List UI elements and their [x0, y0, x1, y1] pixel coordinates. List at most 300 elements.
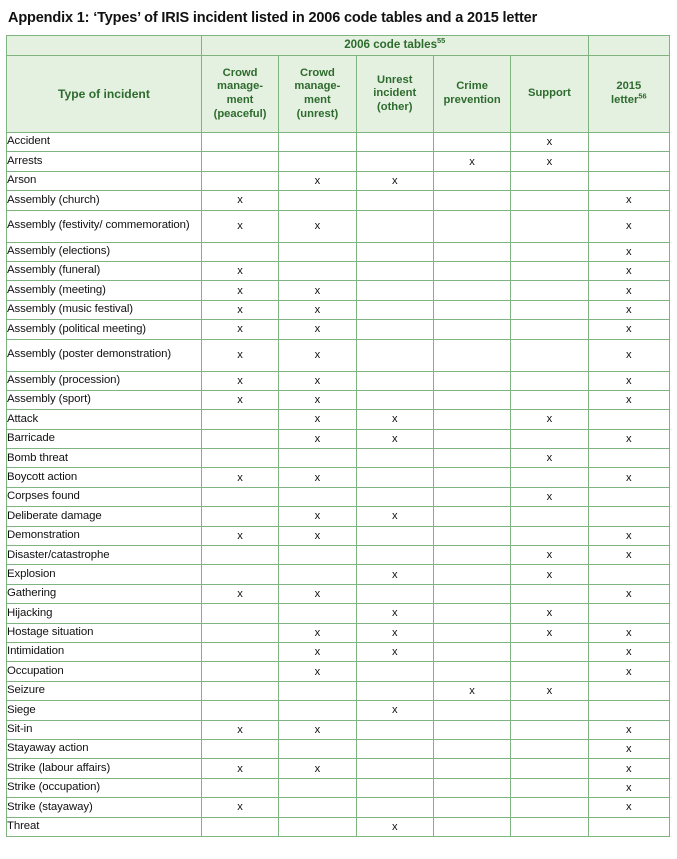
table-cell: [433, 642, 510, 661]
table-cell: x: [279, 320, 356, 339]
table-cell: [433, 449, 510, 468]
col-line-2: letter: [611, 94, 639, 106]
column-header-support: [511, 56, 588, 133]
table-cell: [511, 526, 588, 545]
table-cell: [356, 371, 433, 390]
row-label: Assembly (elections): [7, 242, 202, 261]
row-label: Strike (labour affairs): [7, 759, 202, 778]
table-cell: [356, 739, 433, 758]
table-cell: [588, 565, 669, 584]
table-cell: [433, 507, 510, 526]
table-cell: [433, 390, 510, 409]
table-cell: x: [279, 468, 356, 487]
table-row: [7, 565, 670, 584]
table-cell: [588, 449, 669, 468]
table-cell: [511, 817, 588, 836]
table-cell: [279, 681, 356, 700]
table-cell: x: [279, 720, 356, 739]
table-row: [7, 371, 670, 390]
table-cell: x: [356, 565, 433, 584]
table-cell: [588, 487, 669, 506]
row-label: Strike (occupation): [7, 778, 202, 797]
table-cell: x: [356, 410, 433, 429]
table-cell: x: [588, 798, 669, 817]
table-row: [7, 410, 670, 429]
table-cell: [433, 778, 510, 797]
column-header-2015-letter: [588, 56, 669, 133]
table-row: [7, 546, 670, 565]
col-line-1: Crime: [456, 80, 488, 93]
table-cell: [433, 546, 510, 565]
table-cell: [588, 604, 669, 623]
table-cell: x: [356, 507, 433, 526]
row-label: Assembly (music festival): [7, 300, 202, 319]
table-row: [7, 152, 670, 171]
table-cell: [279, 546, 356, 565]
table-cell: x: [201, 720, 278, 739]
row-label: Assembly (church): [7, 191, 202, 210]
group-header-footnote: 55: [437, 36, 446, 46]
table-cell: [201, 739, 278, 758]
table-cell: x: [356, 171, 433, 190]
table-cell: x: [511, 623, 588, 642]
table-cell: [201, 133, 278, 152]
table-cell: [279, 798, 356, 817]
table-cell: x: [279, 429, 356, 448]
table-cell: x: [356, 642, 433, 661]
row-label: Arrests: [7, 152, 202, 171]
table-cell: x: [201, 300, 278, 319]
table-cell: [511, 759, 588, 778]
table-cell: x: [588, 300, 669, 319]
row-label: Hostage situation: [7, 623, 202, 642]
table-cell: [511, 739, 588, 758]
table-cell: [356, 487, 433, 506]
col-header-footnote: 56: [638, 91, 647, 101]
table-cell: x: [588, 429, 669, 448]
table-cell: [588, 133, 669, 152]
table-cell: [356, 261, 433, 280]
table-cell: [433, 410, 510, 429]
table-cell: [279, 242, 356, 261]
table-cell: x: [588, 642, 669, 661]
table-cell: [356, 546, 433, 565]
table-cell: x: [588, 320, 669, 339]
table-cell: [433, 701, 510, 720]
table-cell: [511, 320, 588, 339]
table-cell: [433, 584, 510, 603]
table-cell: [201, 429, 278, 448]
table-row: [7, 191, 670, 210]
row-label: Assembly (procession): [7, 371, 202, 390]
row-label: Assembly (festivity/ commemoration): [7, 210, 202, 242]
row-label: Boycott action: [7, 468, 202, 487]
table-cell: [279, 191, 356, 210]
table-cell: [201, 152, 278, 171]
table-cell: [201, 623, 278, 642]
table-cell: [433, 261, 510, 280]
table-cell: [201, 681, 278, 700]
table-cell: x: [201, 281, 278, 300]
column-header-crowd-management-peaceful: [201, 56, 278, 133]
row-label: Accident: [7, 133, 202, 152]
table-cell: x: [201, 320, 278, 339]
table-row: [7, 739, 670, 758]
table-cell: [279, 817, 356, 836]
table-cell: [433, 487, 510, 506]
table-cell: x: [588, 339, 669, 371]
table-row: [7, 759, 670, 778]
row-label: Barricade: [7, 429, 202, 448]
table-cell: x: [511, 449, 588, 468]
row-label: Intimidation: [7, 642, 202, 661]
table-cell: [279, 739, 356, 758]
table-row: [7, 320, 670, 339]
table-cell: [588, 507, 669, 526]
row-label: Disaster/catastrophe: [7, 546, 202, 565]
table-cell: [433, 242, 510, 261]
table-row: [7, 642, 670, 661]
table-cell: [201, 487, 278, 506]
table-cell: [433, 623, 510, 642]
table-cell: x: [201, 468, 278, 487]
table-cell: [588, 171, 669, 190]
row-label: Strike (stayaway): [7, 798, 202, 817]
table-row: [7, 171, 670, 190]
table-header: [7, 36, 670, 133]
table-row: [7, 623, 670, 642]
table-cell: [511, 468, 588, 487]
table-row: [7, 133, 670, 152]
table-cell: [433, 281, 510, 300]
row-label: Demonstration: [7, 526, 202, 545]
table-cell: [356, 133, 433, 152]
row-label: Deliberate damage: [7, 507, 202, 526]
table-cell: [511, 261, 588, 280]
row-label: Gathering: [7, 584, 202, 603]
table-cell: x: [588, 390, 669, 409]
table-cell: x: [588, 281, 669, 300]
table-cell: [201, 449, 278, 468]
table-cell: x: [588, 739, 669, 758]
table-cell: x: [511, 681, 588, 700]
table-cell: x: [356, 701, 433, 720]
row-label: Hijacking: [7, 604, 202, 623]
table-cell: [201, 642, 278, 661]
table-cell: [356, 662, 433, 681]
table-cell: [433, 526, 510, 545]
table-cell: x: [279, 300, 356, 319]
table-cell: [511, 371, 588, 390]
table-row: [7, 242, 670, 261]
table-cell: [511, 300, 588, 319]
table-cell: [201, 817, 278, 836]
table-cell: [433, 339, 510, 371]
table-cell: [279, 565, 356, 584]
table-cell: x: [588, 759, 669, 778]
table-cell: [433, 133, 510, 152]
table-cell: x: [588, 261, 669, 280]
table-row: [7, 817, 670, 836]
table-cell: [201, 701, 278, 720]
table-cell: [356, 242, 433, 261]
table-body: [7, 133, 670, 837]
table-cell: x: [588, 662, 669, 681]
row-label: Assembly (sport): [7, 390, 202, 409]
row-label: Sit-in: [7, 720, 202, 739]
table-cell: x: [201, 339, 278, 371]
table-cell: [356, 778, 433, 797]
column-header-type-of-incident: Type of incident: [7, 56, 202, 133]
table-cell: [356, 210, 433, 242]
col-line-2: prevention: [443, 94, 501, 106]
table-cell: x: [511, 152, 588, 171]
table-cell: x: [588, 371, 669, 390]
table-cell: [433, 210, 510, 242]
table-cell: x: [588, 546, 669, 565]
table-cell: [433, 798, 510, 817]
header-row-columns: [7, 56, 670, 133]
table-cell: [356, 191, 433, 210]
table-cell: [511, 281, 588, 300]
table-row: [7, 798, 670, 817]
table-cell: x: [201, 584, 278, 603]
table-cell: x: [279, 410, 356, 429]
row-label: Threat: [7, 817, 202, 836]
table-cell: [588, 410, 669, 429]
table-cell: [356, 281, 433, 300]
table-row: [7, 526, 670, 545]
table-cell: x: [511, 604, 588, 623]
table-cell: x: [433, 681, 510, 700]
table-cell: x: [511, 487, 588, 506]
table-cell: x: [201, 798, 278, 817]
table-cell: [356, 320, 433, 339]
table-cell: [511, 339, 588, 371]
table-cell: [433, 604, 510, 623]
table-cell: x: [201, 526, 278, 545]
table-cell: [511, 429, 588, 448]
table-cell: [433, 171, 510, 190]
table-cell: [356, 390, 433, 409]
row-label: Assembly (political meeting): [7, 320, 202, 339]
table-cell: x: [588, 623, 669, 642]
row-label: Seizure: [7, 681, 202, 700]
table-cell: x: [588, 210, 669, 242]
table-cell: [511, 191, 588, 210]
table-cell: x: [201, 210, 278, 242]
table-cell: [588, 701, 669, 720]
column-header-crime-prevention: [433, 56, 510, 133]
table-cell: x: [279, 759, 356, 778]
row-label: Arson: [7, 171, 202, 190]
table-row: [7, 429, 670, 448]
header-corner-blank-right: [588, 36, 669, 56]
table-cell: x: [201, 759, 278, 778]
table-cell: [201, 242, 278, 261]
table-cell: [356, 759, 433, 778]
table-cell: [279, 487, 356, 506]
table-cell: x: [279, 339, 356, 371]
page-title: Appendix 1: ‘Types’ of IRIS incident listed in 2006 code tables and a 2015 letter: [8, 10, 538, 26]
col-line-2: manage-: [217, 80, 264, 93]
table-cell: [356, 300, 433, 319]
table-cell: x: [279, 371, 356, 390]
table-cell: [511, 662, 588, 681]
table-cell: x: [433, 152, 510, 171]
table-cell: [511, 584, 588, 603]
table-cell: [279, 133, 356, 152]
table-cell: x: [588, 191, 669, 210]
column-header-unrest-incident-other: [356, 56, 433, 133]
table-cell: [433, 468, 510, 487]
table-cell: x: [279, 526, 356, 545]
table-cell: [356, 584, 433, 603]
table-cell: [511, 778, 588, 797]
table-cell: [433, 817, 510, 836]
table-row: [7, 487, 670, 506]
table-cell: [201, 662, 278, 681]
row-label: Stayaway action: [7, 739, 202, 758]
table-cell: x: [279, 662, 356, 681]
table-cell: [433, 371, 510, 390]
table-cell: [356, 681, 433, 700]
table-cell: [433, 300, 510, 319]
table-cell: x: [279, 390, 356, 409]
table-cell: x: [201, 191, 278, 210]
col-line-1: Unrest: [377, 73, 413, 86]
table-row: [7, 507, 670, 526]
table-cell: x: [279, 507, 356, 526]
row-label: Occupation: [7, 662, 202, 681]
table-row: [7, 210, 670, 242]
table-cell: [433, 191, 510, 210]
table-cell: [433, 320, 510, 339]
table-cell: [279, 449, 356, 468]
table-cell: x: [588, 778, 669, 797]
table-cell: x: [279, 281, 356, 300]
table-cell: x: [511, 565, 588, 584]
table-row: [7, 701, 670, 720]
table-cell: [433, 739, 510, 758]
table-cell: x: [588, 526, 669, 545]
table-row: [7, 390, 670, 409]
table-row: [7, 468, 670, 487]
row-label: Assembly (funeral): [7, 261, 202, 280]
group-header-2006-code-tables: [201, 36, 588, 56]
table-cell: x: [511, 410, 588, 429]
table-cell: [588, 681, 669, 700]
table-cell: [201, 604, 278, 623]
table-cell: [279, 261, 356, 280]
col-line-3: (other): [377, 100, 413, 113]
col-line-2: incident: [373, 87, 417, 100]
table-cell: x: [511, 546, 588, 565]
table-cell: [511, 210, 588, 242]
table-cell: x: [279, 642, 356, 661]
row-label: Attack: [7, 410, 202, 429]
table-cell: x: [279, 623, 356, 642]
table-cell: [511, 171, 588, 190]
table-cell: x: [356, 604, 433, 623]
table-cell: [588, 152, 669, 171]
table-cell: [511, 701, 588, 720]
table-cell: [511, 642, 588, 661]
table-cell: [356, 526, 433, 545]
table-cell: [356, 468, 433, 487]
col-line-2: manage-: [294, 80, 341, 93]
table-cell: x: [279, 584, 356, 603]
table-cell: x: [588, 468, 669, 487]
table-cell: [511, 798, 588, 817]
table-cell: [511, 507, 588, 526]
row-label: Siege: [7, 701, 202, 720]
table-row: [7, 300, 670, 319]
col-line-3: ment: [226, 94, 254, 106]
table-cell: [356, 720, 433, 739]
col-line-1: Crowd: [299, 66, 335, 79]
col-line-4: (peaceful): [213, 107, 267, 120]
table-cell: [356, 339, 433, 371]
table-cell: [433, 565, 510, 584]
row-label: Assembly (meeting): [7, 281, 202, 300]
table-cell: x: [588, 720, 669, 739]
table-cell: [279, 152, 356, 171]
row-label: Assembly (poster demonstration): [7, 339, 202, 371]
table-cell: x: [511, 133, 588, 152]
table-row: [7, 778, 670, 797]
table-cell: [356, 449, 433, 468]
table-cell: [511, 242, 588, 261]
table-cell: [201, 410, 278, 429]
table-row: [7, 261, 670, 280]
group-header-label: 2006 code tables: [344, 38, 438, 52]
table-cell: [433, 662, 510, 681]
table-cell: [279, 701, 356, 720]
table-row: [7, 339, 670, 371]
table-cell: x: [588, 584, 669, 603]
table-cell: x: [201, 261, 278, 280]
table-row: [7, 449, 670, 468]
table-row: [7, 720, 670, 739]
table-cell: [279, 604, 356, 623]
table-cell: x: [201, 390, 278, 409]
table-row: [7, 584, 670, 603]
col-line-1: Support: [527, 87, 571, 100]
table-cell: [356, 152, 433, 171]
table-cell: [511, 390, 588, 409]
col-line-3: ment: [304, 94, 331, 106]
table-cell: [201, 778, 278, 797]
table-cell: [433, 720, 510, 739]
table-cell: x: [356, 429, 433, 448]
table-cell: [201, 171, 278, 190]
column-header-crowd-management-unrest: [279, 56, 356, 133]
iris-incident-types-table: [6, 35, 670, 837]
table-cell: [279, 778, 356, 797]
table-row: [7, 662, 670, 681]
table-cell: x: [356, 817, 433, 836]
col-line-4: (unrest): [296, 107, 339, 120]
table-cell: [356, 798, 433, 817]
table-cell: [433, 429, 510, 448]
row-label: Corpses found: [7, 487, 202, 506]
table-cell: x: [279, 171, 356, 190]
col-line-1: 2015: [616, 80, 642, 93]
table-cell: x: [201, 371, 278, 390]
table-cell: [433, 759, 510, 778]
table-row: [7, 281, 670, 300]
